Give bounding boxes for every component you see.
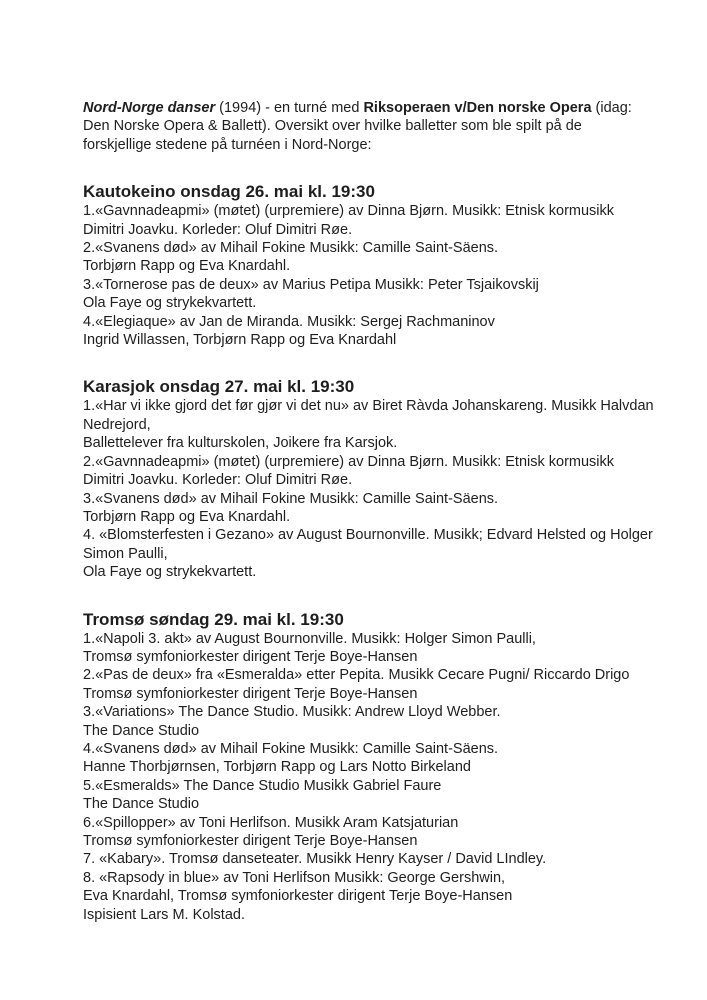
program-line: 5.«Esmeralds» The Dance Studio Musikk Gabriel Faure [83, 777, 442, 794]
program-line: 4. «Blomsterfesten i Gezano» av August Bournonville. Musikk; Edvard Helsted og Holger [83, 527, 653, 544]
tour-sections [83, 181, 654, 924]
section-heading: Tromsø søndag 29. mai kl. 19:30 [83, 609, 344, 629]
program-line: 3.«Variations» The Dance Studio. Musikk: Andrew Lloyd Webber. [83, 704, 501, 721]
program-line: 7. «Kabary». Tromsø danseteater. Musikk Henry Kayser / David LIndley. [83, 851, 547, 868]
program-line: Dimitri Joavku. Korleder: Oluf Dimitri Røe. [83, 472, 353, 489]
program-line: 3.«Tornerose pas de deux» av Marius Petipa Musikk: Peter Tsjaikovskij [83, 276, 539, 293]
program-line: 1.«Har vi ikke gjord det før gjør vi det nu» av Biret Ràvda Johanskareng. Musikk Halvdan [83, 398, 654, 415]
program-line: Ola Faye og strykekvartett. [83, 564, 257, 581]
program-line: Torbjørn Rapp og Eva Knardahl. [83, 258, 291, 275]
intro-text-segment: (1994) - en turné med [215, 100, 364, 116]
program-line: 4.«Svanens død» av Mihail Fokine Musikk: Camille Saint-Säens. [83, 740, 499, 757]
program-line: 2.«Gavnnadeapmi» (møtet) (urpremiere) av Dinna Bjørn. Musikk: Etnisk kormusikk [83, 453, 615, 470]
performance-section [83, 376, 654, 581]
program-line: Nedrejord, [83, 416, 151, 433]
program-line: Tromsø symfoniorkester dirigent Terje Boye-Hansen [83, 685, 418, 702]
opera-company-name: Riksoperaen v/Den norske Opera [363, 100, 592, 116]
section-heading: Karasjok onsdag 27. mai kl. 19:30 [83, 377, 355, 397]
program-line: Torbjørn Rapp og Eva Knardahl. [83, 508, 291, 525]
intro-line-2: Den Norske Opera & Ballett). Oversikt over hvilke balletter som ble spilt på de [83, 118, 582, 135]
program-line: 2.«Svanens død» av Mihail Fokine Musikk: Camille Saint-Säens. [83, 240, 499, 257]
program-line: 1.«Gavnnadeapmi» (møtet) (urpremiere) av Dinna Bjørn. Musikk: Etnisk kormusikk [83, 203, 615, 220]
program-line: Ola Faye og strykekvartett. [83, 295, 257, 312]
program-line: Hanne Thorbjørnsen, Torbjørn Rapp og Lars Notto Birkeland [83, 759, 471, 776]
program-line: Eva Knardahl, Tromsø symfoniorkester dirigent Terje Boye-Hansen [83, 888, 513, 905]
program-line: 1.«Napoli 3. akt» av August Bournonville. Musikk: Holger Simon Paulli, [83, 630, 536, 647]
program-line: Tromsø symfoniorkester dirigent Terje Boye-Hansen [83, 833, 418, 849]
intro-line-3: forskjellige stedene på turnéen i Nord-Norge: [83, 136, 372, 153]
program-line: 4.«Elegiaque» av Jan de Miranda. Musikk: Sergej Rachmaninov [83, 313, 495, 330]
program-line: The Dance Studio [83, 722, 200, 739]
program-line: Simon Paulli, [83, 545, 168, 562]
intro-paragraph [83, 99, 632, 154]
document-page [83, 99, 654, 924]
performance-section [83, 609, 628, 925]
program-line: Ballettelever fra kulturskolen, Joikere fra Karsjok. [83, 435, 398, 452]
program-line: 2.«Pas de deux» fra «Esmeralda» etter Pepita. Musikk Cecare Pugni/ Riccardo Drigo [83, 667, 630, 684]
intro-line-1 [83, 99, 632, 117]
program-line: Dimitri Joavku. Korleder: Oluf Dimitri Røe. [83, 221, 353, 238]
performance-section [83, 181, 628, 349]
document-title: Nord-Norge danser [83, 100, 216, 116]
program-line: Ingrid Willassen, Torbjørn Rapp og Eva Knardahl [83, 332, 397, 349]
section-heading: Kautokeino onsdag 26. mai kl. 19:30 [83, 182, 375, 202]
program-line: 3.«Svanens død» av Mihail Fokine Musikk: Camille Saint-Säens. [83, 490, 499, 507]
intro-text-segment: (idag: [591, 100, 632, 116]
program-line: Tromsø symfoniorkester dirigent Terje Boye-Hansen [83, 648, 418, 665]
program-line: 8. «Rapsody in blue» av Toni Herlifson Musikk: George Gershwin, [83, 869, 506, 886]
program-line: 6.«Spillopper» av Toni Herlifson. Musikk Aram Katsjaturian [83, 814, 459, 831]
program-line: The Dance Studio [83, 796, 200, 813]
program-line: Ispisient Lars M. Kolstad. [83, 906, 245, 923]
